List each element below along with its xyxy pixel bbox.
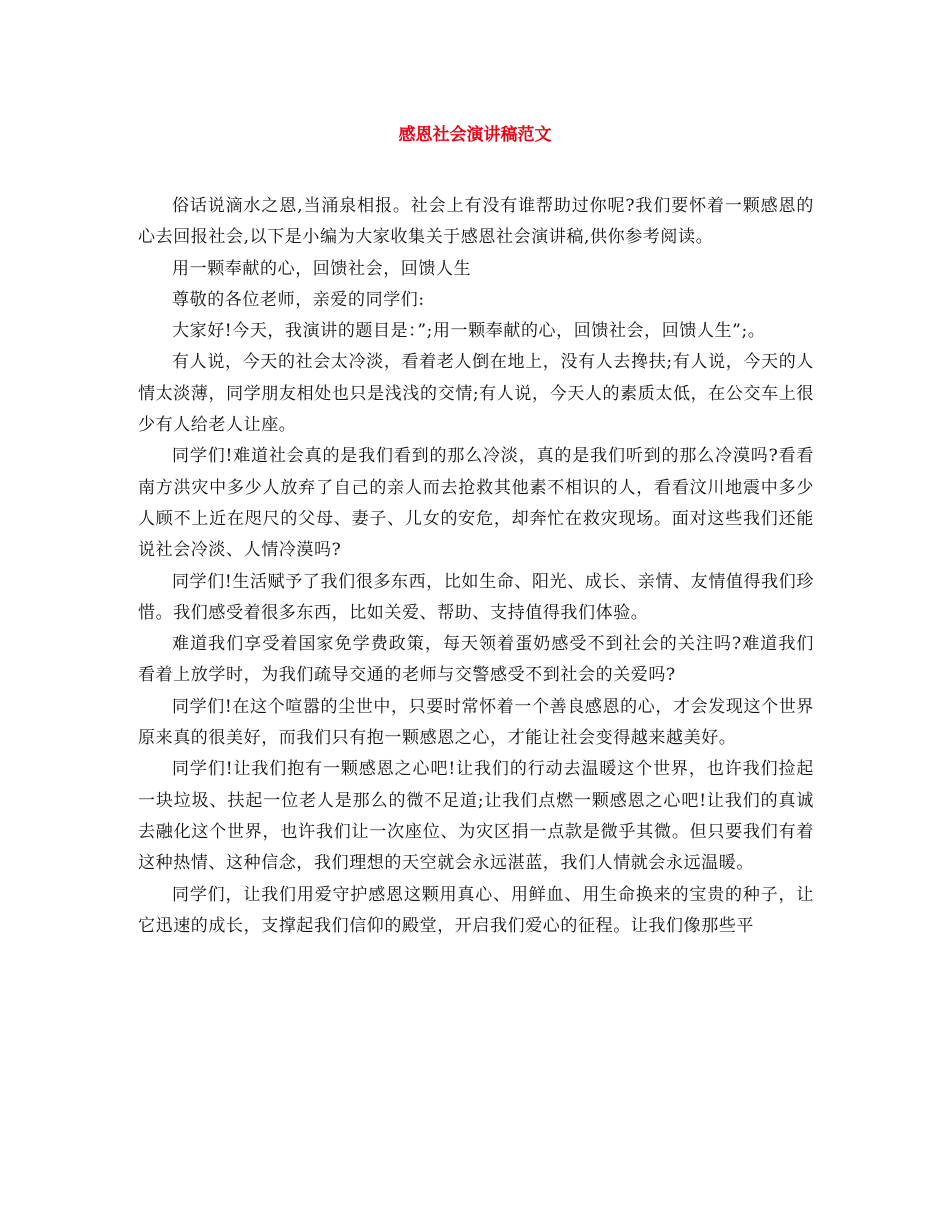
paragraph-intro: 俗话说滴水之恩,当涌泉相报。社会上有没有谁帮助过你呢?我们要怀着一颗感恩的心去回报社会,以下是小编为大家收集关于感恩社会演讲稿,供你参考阅读。 bbox=[138, 196, 814, 248]
paragraph-grateful-heart: 同学们!在这个喧嚣的尘世中，只要时常怀着一个善良感恩的心，才会发现这个世界原来真的很美好，而我们只有抱一颗感恩之心，才能让社会变得越来越美好。 bbox=[138, 696, 814, 749]
paragraph-salutation: 尊敬的各位老师，亲爱的同学们: bbox=[172, 289, 425, 310]
paragraph-society-care: 难道我们享受着国家免学费政策，每天领着蛋奶感受不到社会的关注吗?难道我们看着上放学时，为我们疏导交通的老师与交警感受不到社会的关爱吗? bbox=[138, 634, 814, 686]
document-title: 感恩社会演讲稿范文 bbox=[398, 125, 552, 145]
paragraph-disaster-examples: 同学们!难道社会真的是我们看到的那么冷淡，真的是我们听到的那么冷漠吗?看看南方洪灾中多少人放弃了自己的亲人而去抢救其他素不相识的人，看看汶川地震中多少人顾不上近在咫尺的父母、妻子、儿女的安危，却奔忙在救灾现场。面对这些我们还能说社会冷淡、人情冷漠吗? bbox=[138, 446, 814, 561]
paragraph-some-say: 有人说，今天的社会太冷淡，看着老人倒在地上，没有人去搀扶;有人说，今天的人情太淡薄，同学朋友相处也只是浅浅的交情;有人说，今天人的素质太低，在公交车上很少有人给老人让座。 bbox=[138, 352, 814, 436]
paragraph-greeting: 大家好!今天，我演讲的题目是：”;用一颗奉献的心，回馈社会，回馈人生”;。 bbox=[172, 321, 766, 342]
paragraph-life-gives: 同学们!生活赋予了我们很多东西，比如生命、阳光、成长、亲情、友情值得我们珍惜。我们感受着很多东西，比如关爱、帮助、支持值得我们体验。 bbox=[138, 571, 814, 623]
paragraph-speech-heading: 用一颗奉献的心，回馈社会，回馈人生 bbox=[172, 258, 472, 279]
paragraph-call-to-action: 同学们!让我们抱有一颗感恩之心吧!让我们的行动去温暖这个世界，也许我们捡起一块垃圾、扶起一位老人是那么的微不足道;让我们点燃一颗感恩之心吧!让我们的真诚去融化这个世界，也许我们让一次座位、为灾区捐一点款是微乎其微。但只要我们有着这种热情、这种信念，我们理想的天空就会永远湛蓝，我们人情就会永远温暖。 bbox=[138, 759, 814, 874]
paragraph-closing: 同学们，让我们用爱守护感恩这颗用真心、用鲜血、用生命换来的宝贵的种子，让它迅速的成长，支撑起我们信仰的殿堂，开启我们爱心的征程。让我们像那些平 bbox=[138, 884, 814, 936]
document-body bbox=[138, 191, 814, 942]
